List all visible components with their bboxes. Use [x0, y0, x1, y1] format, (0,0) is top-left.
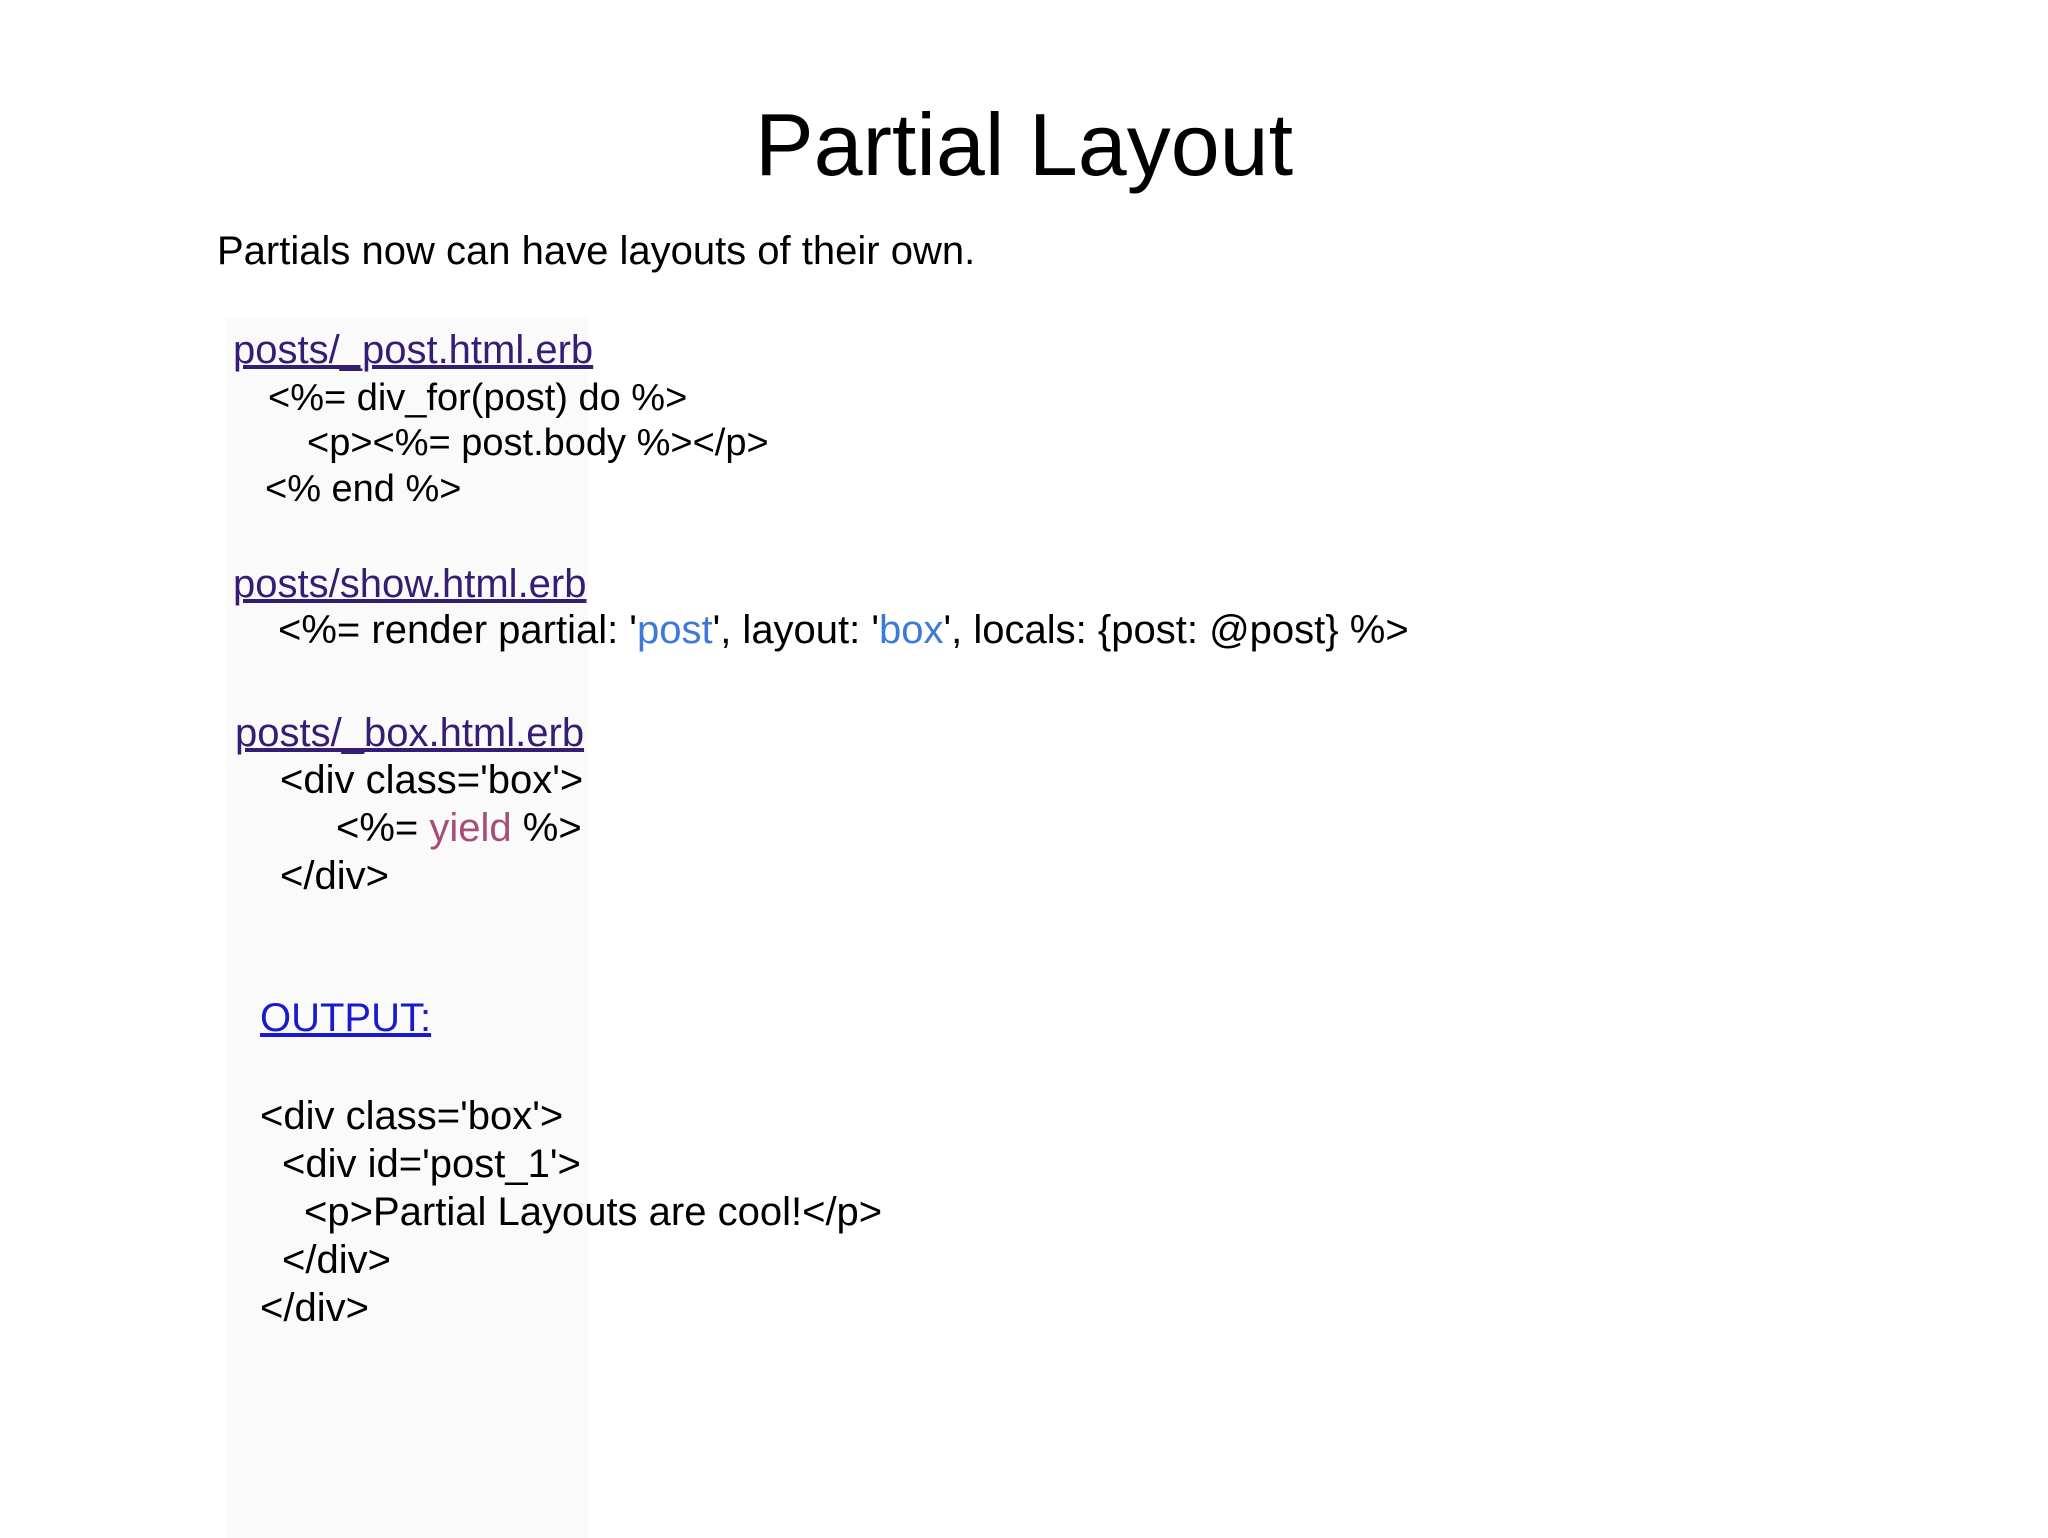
show-code-segment-3: ', locals: {post: @post} %>: [943, 608, 1409, 652]
output-line-2: <div id='post_1'>: [282, 1142, 581, 1186]
show-partial-name-string: post: [636, 608, 713, 652]
show-file-link[interactable]: posts/show.html.erb: [233, 562, 587, 606]
box-partial-code-line-3: </div>: [280, 854, 389, 898]
show-code-segment-2: ', layout: ': [712, 608, 880, 652]
output-line-1: <div class='box'>: [260, 1094, 564, 1138]
post-partial-file-link[interactable]: posts/_post.html.erb: [233, 328, 594, 372]
post-partial-code-line-1: <%= div_for(post) do %>: [268, 377, 688, 419]
box-code-segment-2: %>: [511, 806, 582, 850]
show-code-line: [278, 607, 1409, 653]
box-yield-keyword: yield: [429, 806, 512, 850]
output-line-3: <p>Partial Layouts are cool!</p>: [304, 1190, 883, 1234]
output-line-5: </div>: [260, 1286, 369, 1330]
box-partial-code-line-2: [336, 805, 582, 851]
output-label-link[interactable]: OUTPUT:: [260, 996, 432, 1040]
post-partial-code-line-2: <p><%= post.body %></p>: [307, 422, 769, 464]
box-partial-code-line-1: <div class='box'>: [280, 758, 584, 802]
slide-title: Partial Layout: [754, 95, 1294, 194]
post-partial-code-line-3: <% end %>: [265, 468, 462, 510]
show-code-segment-1: <%= render partial: ': [278, 608, 637, 652]
slide-subtitle: Partials now can have layouts of their own.: [217, 229, 976, 273]
show-layout-name-string: box: [879, 608, 944, 652]
output-line-4: </div>: [282, 1238, 391, 1282]
box-partial-file-link[interactable]: posts/_box.html.erb: [235, 711, 585, 755]
box-code-segment-1: <%=: [336, 806, 430, 850]
